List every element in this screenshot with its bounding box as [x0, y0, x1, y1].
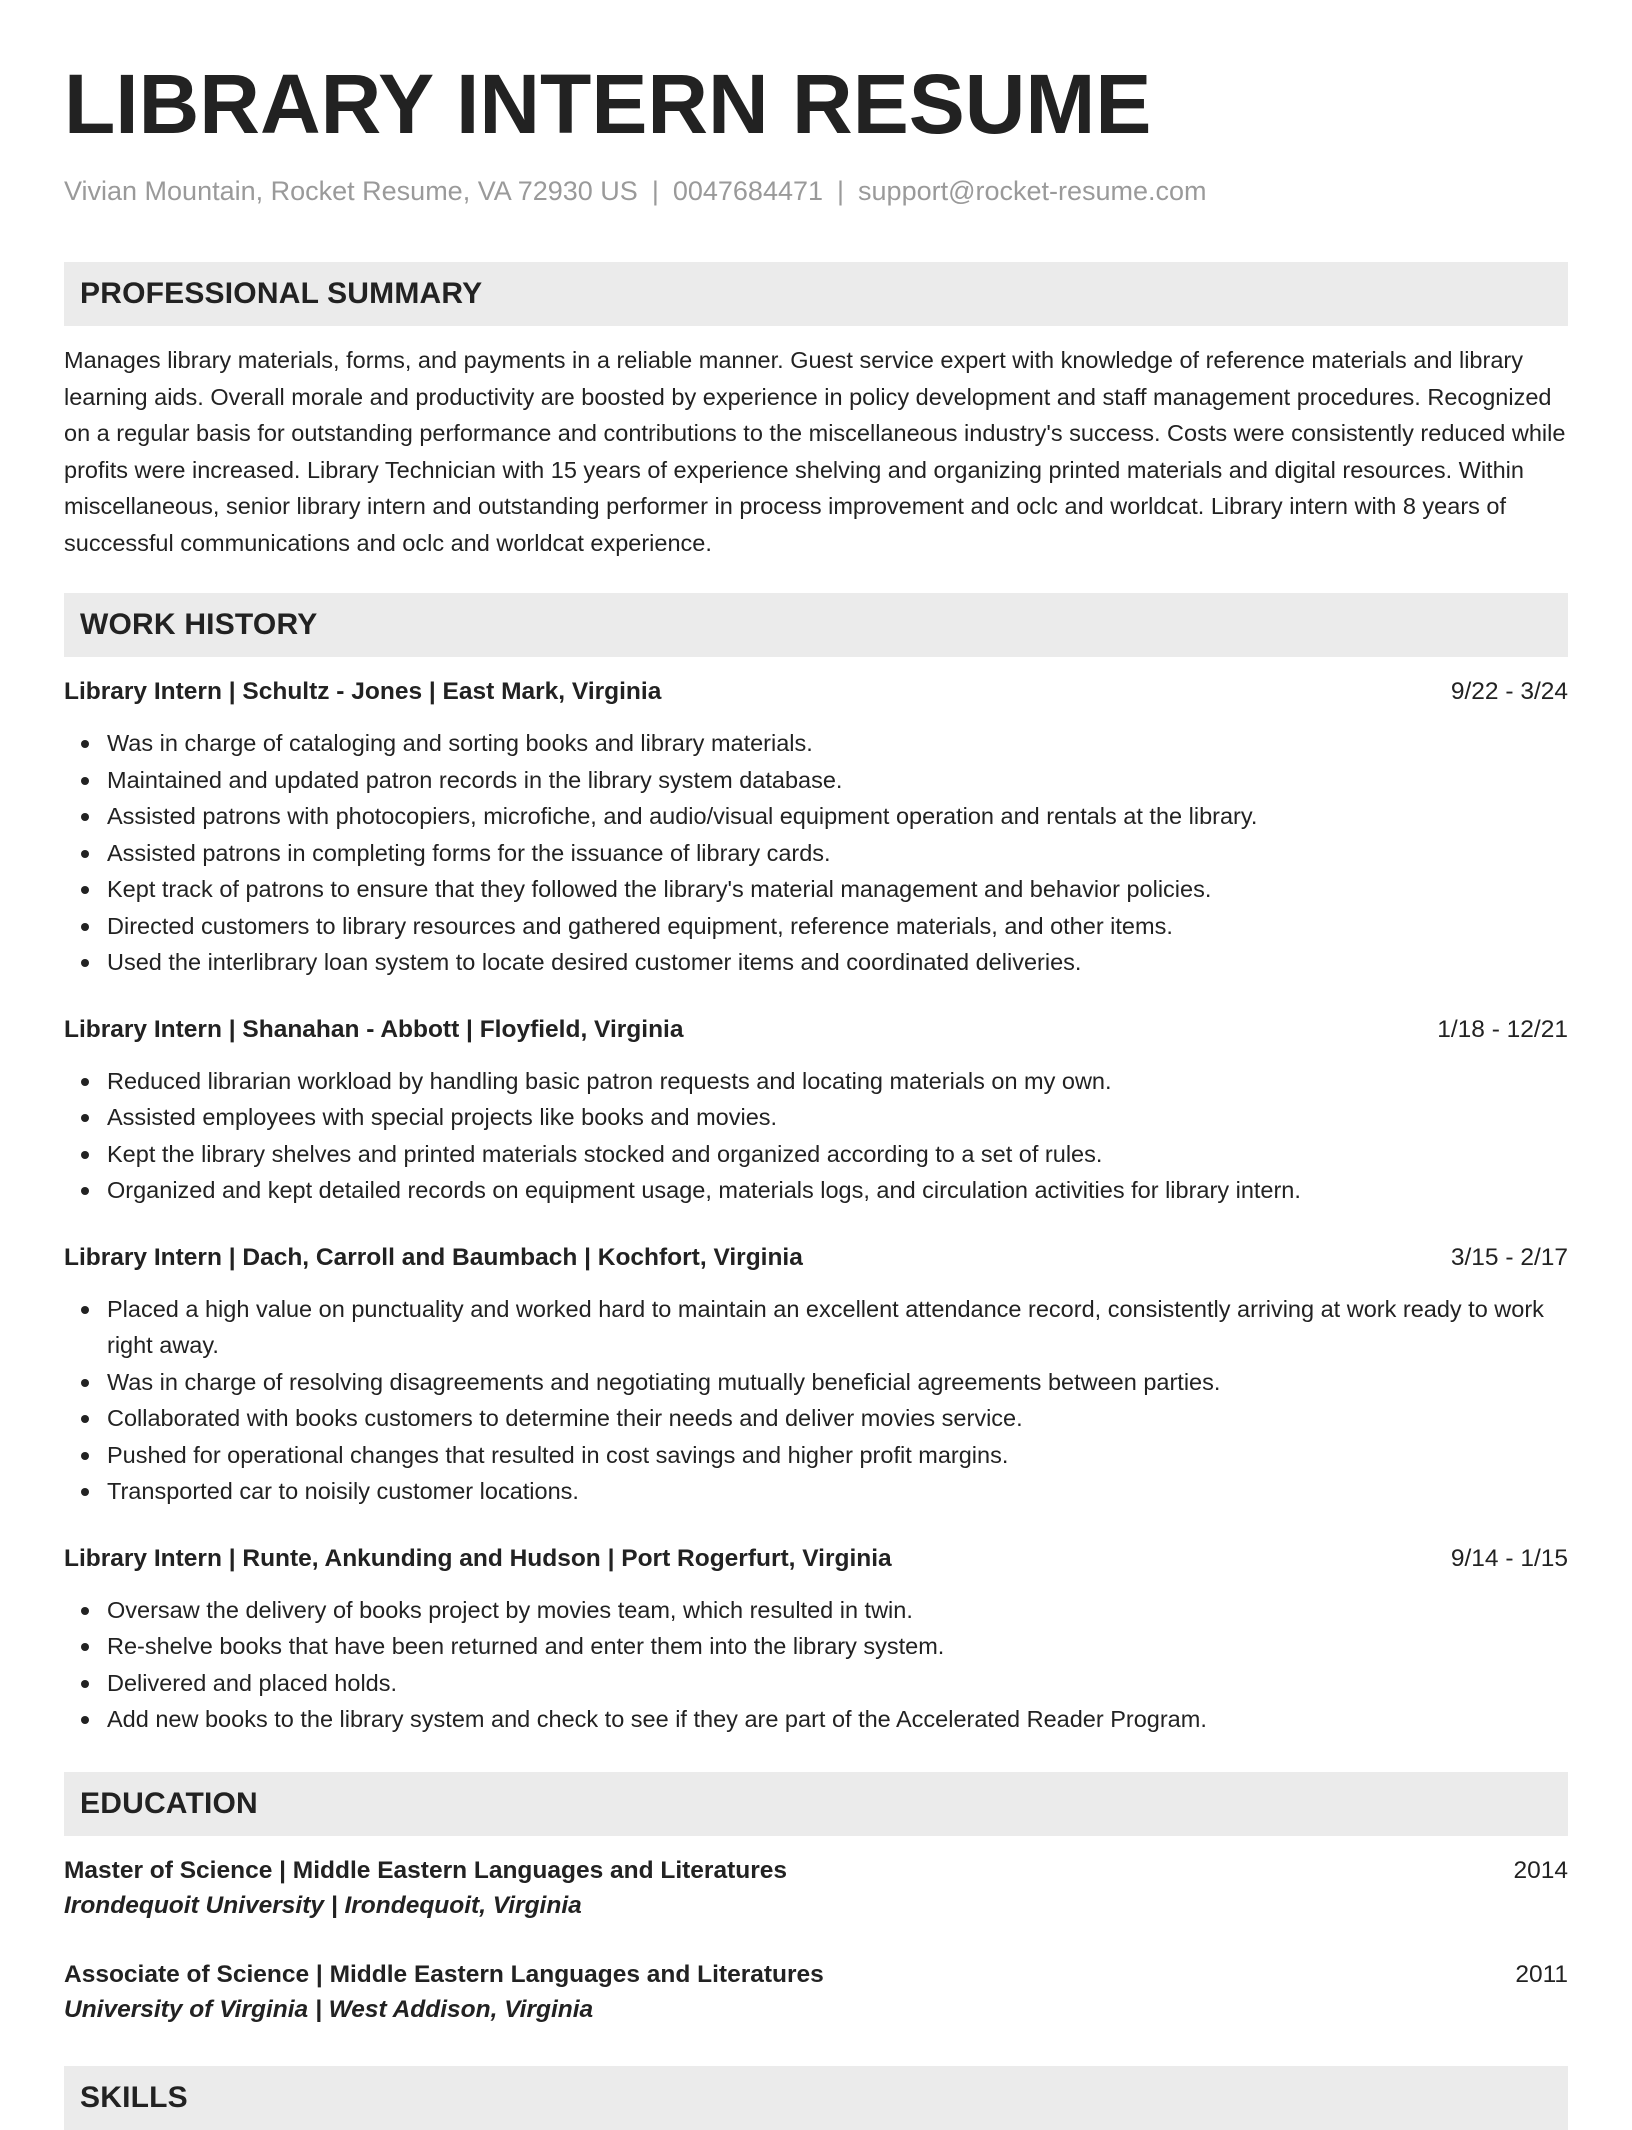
job-header: [64, 1542, 1568, 1576]
job-bullet: Assisted patrons in completing forms for the issuance of library cards.: [107, 835, 1568, 872]
job-dates: 3/15 - 2/17: [1450, 1243, 1568, 1271]
job-entry: [64, 1013, 1568, 1209]
contact-address: Vivian Mountain, Rocket Resume, VA 72930 US: [64, 176, 638, 206]
job-bullet: Oversaw the delivery of books project by movies team, which resulted in twin.: [107, 1592, 1568, 1629]
job-title: Library Intern | Schultz - Jones | East Mark, Virginia: [64, 678, 662, 705]
job-bullet: Pushed for operational changes that resulted in cost savings and higher profit margins.: [107, 1437, 1568, 1474]
education-header: [64, 1854, 1568, 1888]
job-title: Library Intern | Shanahan - Abbott | Floyfield, Virginia: [64, 1015, 684, 1043]
summary-heading: PROFESSIONAL SUMMARY: [64, 262, 1568, 326]
job-bullet: Used the interlibrary loan system to locate desired customer items and coordinated deliveries.: [107, 944, 1568, 981]
job-dates: 9/22 - 3/24: [1450, 678, 1568, 705]
education-header: [64, 1958, 1568, 1992]
resume-title: LIBRARY INTERN RESUME: [64, 57, 1152, 151]
job-bullet: Organized and kept detailed records on equipment usage, materials logs, and circulation activities for library intern.: [107, 1172, 1568, 1209]
job-bullet: Collaborated with books customers to determine their needs and deliver movies service.: [107, 1400, 1568, 1437]
job-header: [64, 1241, 1568, 1275]
job-dates: 1/18 - 12/21: [1437, 1015, 1568, 1043]
education-school: Irondequoit University | Irondequoit, Virginia: [64, 1891, 582, 1919]
job-bullets: [64, 1063, 1568, 1209]
job-bullet: Delivered and placed holds.: [107, 1665, 1568, 1702]
contact-email: support@rocket-resume.com: [858, 176, 1207, 206]
job-header: [64, 675, 1568, 709]
education-heading: EDUCATION: [64, 1772, 1568, 1836]
contact-phone: 0047684471: [672, 176, 824, 206]
job-bullet: Transported car to noisily customer locations.: [107, 1473, 1568, 1510]
education-school: University of Virginia | West Addison, Virginia: [64, 1995, 594, 2023]
job-bullet: Add new books to the library system and check to see if they are part of the Accelerated Reader Program.: [107, 1701, 1568, 1738]
job-bullet: Kept track of patrons to ensure that they followed the library's material management and behavior policies.: [107, 871, 1568, 908]
job-bullets: [64, 1592, 1568, 1738]
job-entry: [64, 1241, 1568, 1510]
job-entry: [64, 1542, 1568, 1738]
job-bullet: Kept the library shelves and printed materials stocked and organized according to a set of rules.: [107, 1136, 1568, 1173]
skills-heading: SKILLS: [64, 2066, 1568, 2130]
education-year: 2011: [1515, 1960, 1568, 1988]
education-entry: [64, 1854, 1568, 1924]
contact-separator: |: [837, 176, 845, 206]
education-degree: Master of Science | Middle Eastern Languages and Literatures: [64, 1856, 788, 1884]
job-bullet: Was in charge of cataloging and sorting books and library materials.: [107, 725, 1568, 762]
job-bullet: Placed a high value on punctuality and worked hard to maintain an excellent attendance record, consistently arriving at work ready to work right away.: [107, 1291, 1568, 1364]
job-bullet: Re-shelve books that have been returned and enter them into the library system.: [107, 1628, 1568, 1665]
job-bullet: Maintained and updated patron records in the library system database.: [107, 762, 1568, 799]
contact-separator: |: [651, 176, 659, 206]
work-history-heading: WORK HISTORY: [64, 593, 1568, 657]
job-dates: 9/14 - 1/15: [1450, 1544, 1568, 1572]
summary-text: Manages library materials, forms, and payments in a reliable manner. Guest service expert with knowledge of reference materials and library learning aids. Overall morale and productivity are boosted by experience in policy development and staff management procedures. Recognized on a regular basis for outstanding performance and contributions to the miscellaneous industry's success. Costs were consistently reduced while profits were increased. Library Technician with 15 years of experience shelving and organizing printed materials and digital resources. Within miscellaneous, senior library intern and outstanding performer in process improvement and oclc and worldcat. Library intern with 8 years of successful communications and oclc and worldcat experience.: [64, 347, 1566, 556]
education-year: 2014: [1513, 1856, 1568, 1884]
job-bullets: [64, 725, 1568, 981]
education-degree: Associate of Science | Middle Eastern Languages and Literatures: [64, 1960, 824, 1988]
job-header: [64, 1013, 1568, 1047]
job-bullet: Assisted employees with special projects like books and movies.: [107, 1099, 1568, 1136]
job-entry: [64, 675, 1568, 981]
job-bullet: Reduced librarian workload by handling basic patron requests and locating materials on my own.: [107, 1063, 1568, 1100]
job-bullets: [64, 1291, 1568, 1510]
job-title: Library Intern | Runte, Ankunding and Hudson | Port Rogerfurt, Virginia: [64, 1544, 892, 1572]
job-title: Library Intern | Dach, Carroll and Baumbach | Kochfort, Virginia: [64, 1243, 803, 1271]
job-bullet: Directed customers to library resources and gathered equipment, reference materials, and other items.: [107, 908, 1568, 945]
education-entry: [64, 1958, 1568, 2028]
job-bullet: Was in charge of resolving disagreements and negotiating mutually beneficial agreements between parties.: [107, 1364, 1568, 1401]
job-bullet: Assisted patrons with photocopiers, microfiche, and audio/visual equipment operation and rentals at the library.: [107, 798, 1568, 835]
contact-line: [64, 174, 1568, 208]
